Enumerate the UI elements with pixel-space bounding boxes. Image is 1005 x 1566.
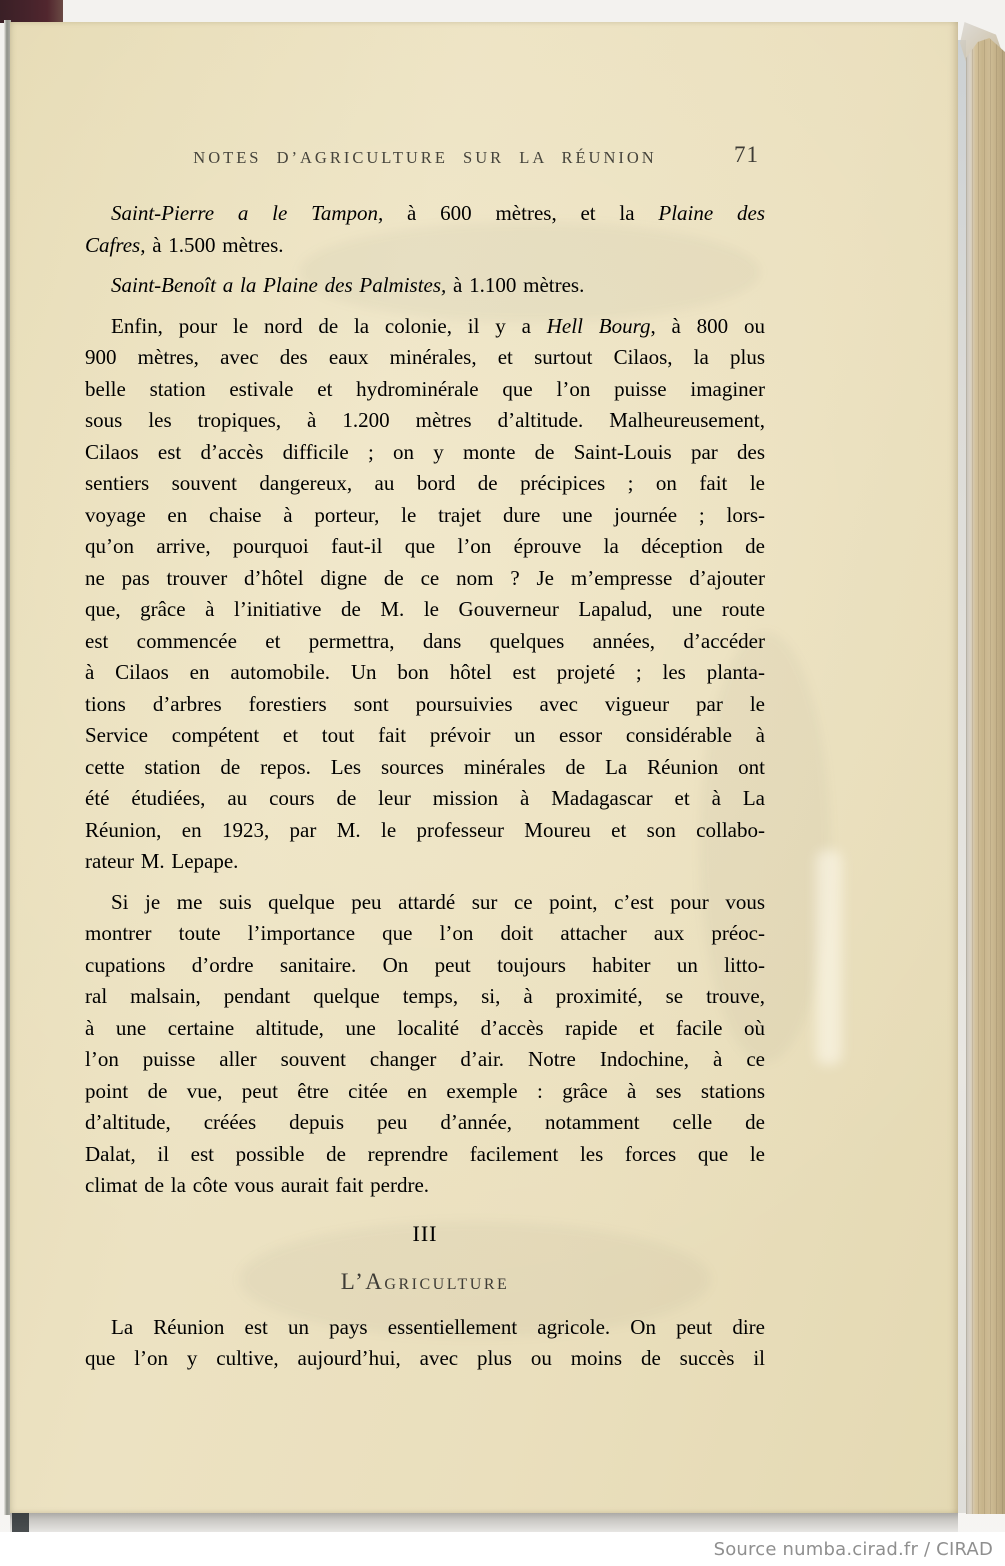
text-line <box>85 437 765 469</box>
paragraph <box>85 311 765 878</box>
text-line <box>85 1312 765 1344</box>
italic-text-segment: Cafres, <box>85 232 146 257</box>
text-segment: tions d’arbres forestiers sont poursuivies avec vigueur par le <box>85 691 765 716</box>
text-segment: à 1.500 mètres. <box>145 232 284 257</box>
text-segment: cupations d’ordre sanitaire. On peut toujours habiter un litto- <box>85 952 765 977</box>
text-line <box>85 230 765 262</box>
text-line <box>85 374 765 406</box>
page-bottom-shadow <box>10 1513 958 1532</box>
text-segment: à Cilaos en automobile. Un bon hôtel est projeté ; les planta- <box>85 660 765 684</box>
text-line <box>85 657 765 689</box>
text-line <box>85 1013 765 1045</box>
text-segment: à 1.100 mètres. <box>446 273 585 297</box>
paragraph <box>85 887 765 1202</box>
paragraph <box>85 270 765 302</box>
text-segment: Réunion, en 1923, par M. le professeur Moureu et son collabo- <box>85 817 765 842</box>
page-gap-shadow <box>958 40 966 1513</box>
text-segment: ral malsain, pendant quelque temps, si, à proximité, se trouve, <box>85 984 765 1008</box>
text-segment: qu’on arrive, pourquoi faut-il que l’on éprouve la déception de <box>85 534 765 558</box>
text-segment: , à 800 ou <box>650 313 765 338</box>
text-line <box>85 531 765 563</box>
text-line <box>85 783 765 815</box>
page-body-text <box>85 198 765 1375</box>
page-number: 71 <box>734 142 759 167</box>
text-segment: belle station estivale et hydrominérale que l’on puisse imaginer <box>85 376 765 401</box>
text-line <box>85 689 765 721</box>
text-segment: que, grâce à l’initiative de M. le Gouverneur Lapalud, une route <box>85 597 765 621</box>
text-segment: point de vue, peut être citée en exemple : grâce à ses stations <box>85 1078 765 1103</box>
italic-text-segment: Plaine des <box>658 201 765 225</box>
running-header-title: NOTES D’AGRICULTURE SUR LA RÉUNION <box>193 148 657 167</box>
text-line <box>85 311 765 343</box>
text-line <box>85 887 765 919</box>
scan-light-streak <box>816 850 842 1065</box>
italic-text-segment: Saint-Pierre a le Tampon, <box>111 201 384 225</box>
text-line <box>85 270 765 302</box>
text-segment: l’on puisse aller souvent changer d’air. Notre Indochine, à ce <box>85 1047 765 1071</box>
book-page-scan <box>10 22 958 1513</box>
text-line <box>85 1170 765 1202</box>
text-segment: sous les tropiques, à 1.200 mètres d’altitude. Malheureusement, <box>85 408 765 432</box>
text-line <box>85 1076 765 1108</box>
text-segment: montrer toute l’importance que l’on doit attacher aux préoc- <box>85 921 765 945</box>
text-segment: Dalat, il est possible de reprendre facilement les forces que le <box>85 1141 765 1166</box>
text-line <box>85 1107 765 1139</box>
text-segment: d’altitude, créées depuis peu d’année, notamment celle de <box>85 1110 765 1134</box>
text-line <box>85 1139 765 1171</box>
section-number: III <box>412 1220 438 1246</box>
text-line <box>85 500 765 532</box>
paragraph <box>85 1312 765 1375</box>
paragraph-block-bottom <box>85 1312 765 1375</box>
text-segment: rateur M. Lepape. <box>85 849 239 873</box>
italic-text-segment: Saint-Benoît a la Plaine des Palmistes, <box>111 273 447 297</box>
page-stack-edge <box>966 38 1005 1514</box>
text-segment: à une certaine altitude, une localité d’accès rapide et facile où <box>85 1015 765 1040</box>
text-line <box>85 626 765 658</box>
source-attribution-text: Source numba.cirad.fr / CIRAD <box>713 1538 993 1560</box>
text-line <box>85 815 765 847</box>
paragraph-block-top <box>85 198 765 1202</box>
text-segment: ne pas trouver d’hôtel digne de ce nom ? Je m’empresse d’ajouter <box>85 565 765 590</box>
text-segment: à 600 mètres, et la <box>383 201 659 225</box>
text-line <box>85 563 765 595</box>
text-line <box>85 342 765 374</box>
text-line <box>85 981 765 1013</box>
text-segment: Enfin, pour le nord de la colonie, il y a <box>111 313 547 338</box>
text-segment: climat de la côte vous aurait fait perdre. <box>85 1173 430 1197</box>
text-segment: 900 mètres, avec des eaux minérales, et surtout Cilaos, la plus <box>85 345 765 369</box>
text-segment: La Réunion est un pays essentiellement agricole. On peut dire <box>111 1314 765 1339</box>
text-line <box>85 846 765 878</box>
text-segment: est commencée et permettra, dans quelques années, d’accéder <box>85 628 765 653</box>
text-line <box>85 918 765 950</box>
text-line <box>85 468 765 500</box>
source-attribution-bar <box>0 1532 1005 1566</box>
text-line <box>85 594 765 626</box>
text-line <box>85 752 765 784</box>
text-segment: Si je me suis quelque peu attardé sur ce point, c’est pour vous <box>111 889 765 914</box>
text-line <box>85 405 765 437</box>
text-segment: que l’on y cultive, aujourd’hui, avec plus ou moins de succès il <box>85 1346 765 1370</box>
paragraph <box>85 198 765 261</box>
text-line <box>85 950 765 982</box>
text-segment: été étudiées, au cours de leur mission à Madagascar et à La <box>85 786 765 810</box>
text-line <box>85 198 765 230</box>
italic-text-segment: Hell Bourg <box>546 313 651 338</box>
running-header <box>85 142 765 174</box>
section-title: L’Agriculture <box>340 1268 510 1294</box>
text-line <box>85 720 765 752</box>
text-segment: sentiers souvent dangereux, au bord de précipices ; on fait le <box>85 471 765 495</box>
text-segment: cette station de repos. Les sources minérales de La Réunion ont <box>85 754 765 779</box>
text-line <box>85 1044 765 1076</box>
text-segment: Service compétent et tout fait prévoir un essor considérable à <box>85 723 765 747</box>
text-segment: voyage en chaise à porteur, le trajet dure une journée ; lors- <box>85 502 765 527</box>
text-line <box>85 1343 765 1375</box>
text-segment: Cilaos est d’accès difficile ; on y monte de Saint-Louis par des <box>85 439 765 464</box>
